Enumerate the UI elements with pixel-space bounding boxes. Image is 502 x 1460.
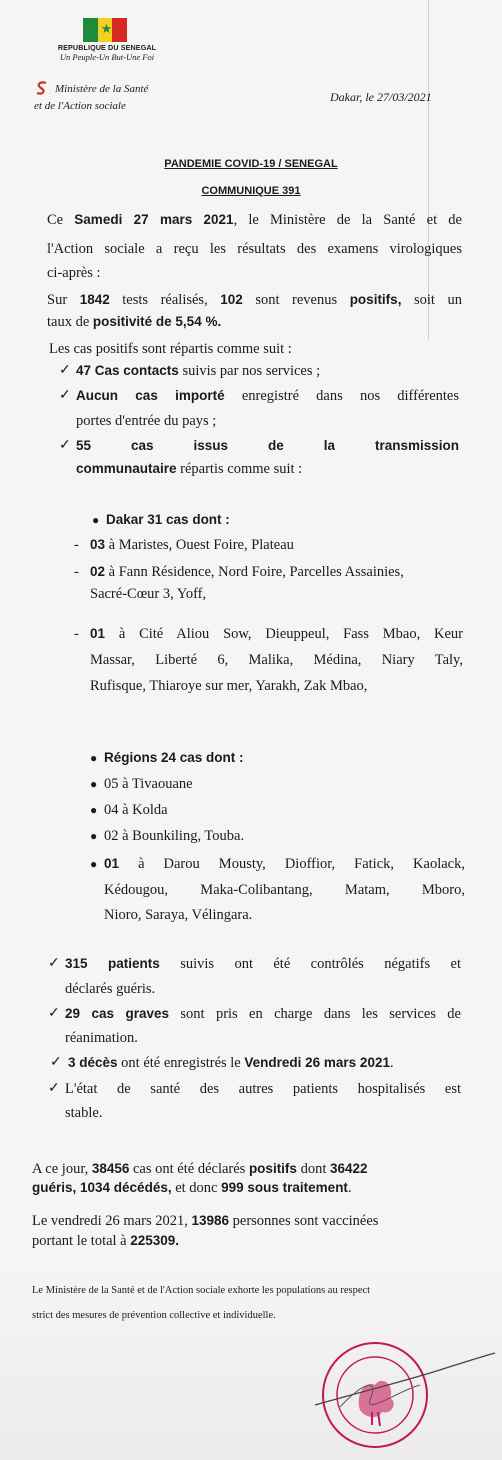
dash-icon: - [74,564,79,580]
check-icon: ✓ [48,1006,60,1021]
page-fold-line [428,0,429,340]
community-cases: 55 cas issus de la transmission [76,438,459,453]
imported-cases-line2: portes d'entrée du pays ; [76,413,217,429]
dash-icon: - [74,537,79,553]
check-icon: ✓ [59,363,71,378]
community-cases-line2: communautaire répartis comme suit : [76,461,303,477]
severe-cases-line2: réanimation. [65,1030,138,1046]
footer-line-1: Le Ministère de la Santé et de l'Action sociale exhorte les populations au respect [32,1285,371,1296]
intro-line-2: l'Action sociale a reçu les résultats des examens virologiques [47,241,462,257]
dash-icon: - [74,626,79,642]
bullet-icon: ● [90,829,98,843]
dakar-item-01-line3: Rufisque, Thiaroye sur mer, Yarakh, Zak Mbao, [90,678,368,694]
footer-line-2: strict des mesures de prévention collective et individuelle. [32,1310,276,1321]
bullet-icon: ● [90,857,98,871]
intro-line-3: ci-après : [47,265,101,281]
imported-cases: Aucun cas importé enregistré dans nos différentes [76,388,460,404]
deaths-line: 3 décès ont été enregistrés le Vendredi 26 mars 2021. [68,1055,394,1071]
bullet-icon: ● [92,513,100,527]
bullet-icon: ● [90,777,98,791]
region-item-01-line3: Nioro, Saraya, Vélingara. [104,907,253,923]
check-icon: ✓ [59,388,71,403]
positivity-line: taux de positivité de 5,54 %. [47,314,222,330]
dakar-item-03: 03 à Maristes, Ouest Foire, Plateau [90,537,294,553]
senegal-flag-icon: ★ [83,18,127,42]
stable-patients-line2: stable. [65,1105,103,1121]
severe-cases: 29 cas graves sont pris en charge dans les services de [65,1006,461,1022]
regions-heading: Régions 24 cas dont : [104,750,244,765]
tests-line: Sur 1842 tests réalisés, 102 sont revenus positifs, soit un [47,292,462,308]
vaccination-line-1: Le vendredi 26 mars 2021, 13986 personnes sont vaccinées [32,1213,379,1229]
region-item-05: 05 à Tivaouane [104,776,193,792]
document-date: Dakar, le 27/03/2021 [330,90,432,104]
dakar-item-02-line2: Sacré-Cœur 3, Yoff, [90,586,207,602]
national-motto: Un Peuple-Un But-Une Foi [59,52,155,62]
dakar-item-02: 02 à Fann Résidence, Nord Foire, Parcelles Assainies, [90,564,404,580]
recovered-patients: 315 patients suivis ont été contrôlés négatifs et [65,956,461,972]
region-item-04: 04 à Kolda [104,802,168,818]
ministry-name-line1: Ministère de la Santé [55,83,149,95]
dakar-heading: Dakar 31 cas dont : [106,512,230,527]
intro-line-1: Ce Samedi 27 mars 2021, le Ministère de la Santé et de [47,212,462,228]
region-item-01: 01 à Darou Mousty, Dioffior, Fatick, Kaolack, [104,856,465,872]
check-icon: ✓ [50,1055,62,1070]
recovered-patients-line2: déclarés guéris. [65,981,156,997]
stable-patients: L'état de santé des autres patients hospitalisés est [65,1081,461,1097]
check-icon: ✓ [48,1081,60,1096]
signature-icon [310,1345,500,1425]
totals-line-2: guéris, 1034 décédés, et donc 999 sous traitement. [32,1180,352,1196]
region-item-01-line2: Kédougou, Maka-Colibantang, Matam, Mboro, [104,882,465,898]
check-icon: ✓ [59,438,71,453]
region-item-02: 02 à Bounkiling, Touba. [104,828,245,844]
bullet-icon: ● [90,751,98,765]
dakar-item-01-line2: Massar, Liberté 6, Malika, Médina, Niary Taly, [90,652,463,668]
contacts-cases: 47 Cas contacts suivis par nos services ; [76,363,321,379]
vaccination-line-2: portant le total à 225309. [32,1233,180,1249]
distribution-intro: Les cas positifs sont répartis comme suit : [49,341,292,357]
document-title: PANDEMIE COVID-19 / SENEGAL [164,158,338,170]
republic-name: REPUBLIQUE DU SENEGAL [57,43,157,52]
totals-line-1: A ce jour, 38456 cas ont été déclarés positifs dont 36422 [32,1161,368,1177]
bullet-icon: ● [90,803,98,817]
ministry-name-line2: et de l'Action sociale [34,100,126,112]
dakar-item-01: 01 à Cité Aliou Sow, Dieuppeul, Fass Mbao, Keur [90,626,463,642]
ministry-logo-icon [34,80,50,96]
communique-number: COMMUNIQUE 391 [201,185,301,197]
check-icon: ✓ [48,956,60,971]
